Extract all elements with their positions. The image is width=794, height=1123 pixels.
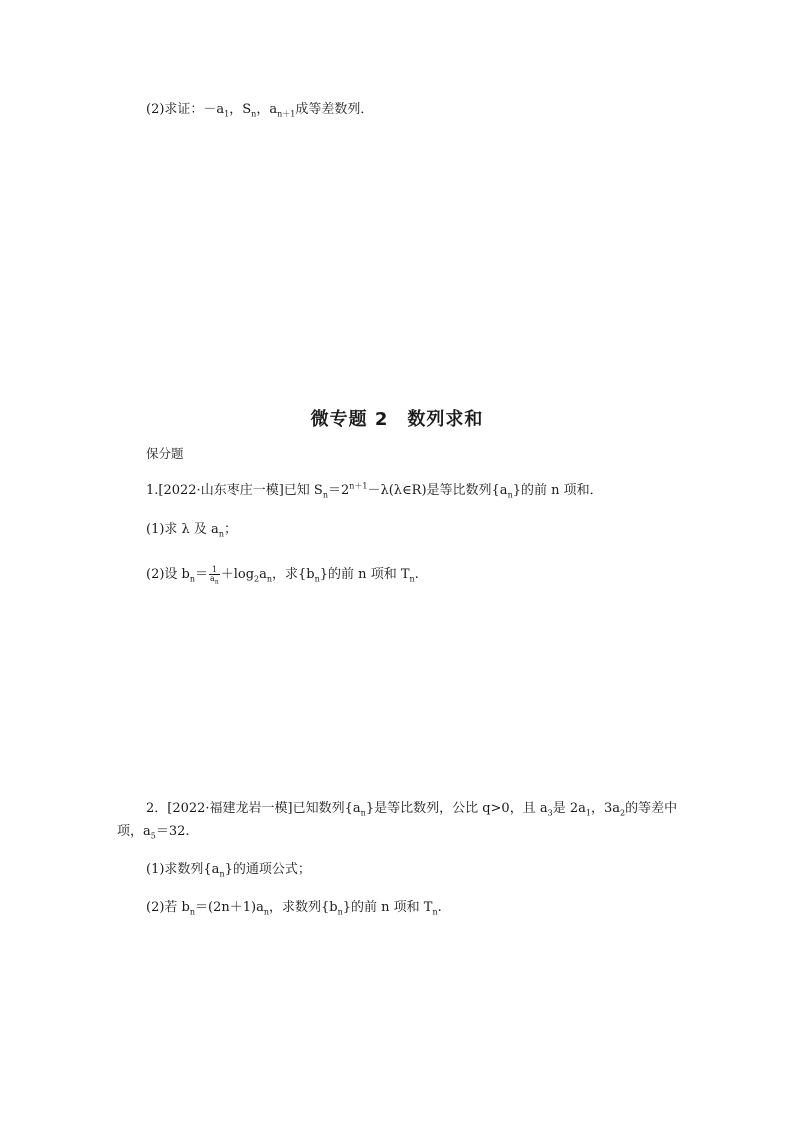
subscript: n bbox=[360, 808, 366, 818]
subscript: n bbox=[189, 574, 196, 584]
problem1-stem bbox=[146, 482, 603, 500]
fraction-numerator: 1 bbox=[209, 566, 220, 575]
text-segment: (1)求数列{a bbox=[146, 862, 220, 877]
subscript: 5 bbox=[150, 831, 156, 841]
text-segment: ＝2 bbox=[327, 483, 350, 498]
text-segment: . bbox=[437, 900, 442, 915]
subscript: n bbox=[218, 529, 224, 539]
subscript: n bbox=[189, 907, 196, 917]
text-segment: 项，a bbox=[117, 824, 151, 839]
text-segment: ＋log bbox=[220, 567, 255, 582]
subscript: n bbox=[314, 574, 320, 584]
text-segment: 的等差中 bbox=[625, 801, 678, 816]
text-segment: }的通项公式； bbox=[224, 862, 311, 877]
text-segment: 1.[2022·山东枣庄一模]已知 S bbox=[146, 483, 323, 498]
subscript: n bbox=[251, 109, 257, 119]
subscript: n＋1 bbox=[277, 109, 296, 119]
text-segment: }是等比数列，公比 q>0，且 a bbox=[365, 801, 548, 816]
subscript: 1 bbox=[585, 808, 591, 818]
subscript: 2 bbox=[254, 574, 260, 584]
subscript: n bbox=[409, 574, 415, 584]
text-segment: }的前 n 项和 T bbox=[342, 900, 433, 915]
page-title: 微专题 2 数列求和 bbox=[310, 409, 484, 430]
subscript: 3 bbox=[547, 808, 553, 818]
subscript: n bbox=[322, 490, 328, 500]
subscript: n bbox=[507, 490, 513, 500]
text-segment: ＝32. bbox=[155, 824, 190, 839]
text-segment: ，S bbox=[229, 102, 252, 117]
text-segment: ，a bbox=[256, 102, 278, 117]
prev-problem-part2 bbox=[146, 101, 373, 119]
problem1-part1 bbox=[146, 521, 237, 539]
subscript: n bbox=[266, 574, 273, 584]
superscript: n＋1 bbox=[349, 481, 368, 491]
fraction-denominator bbox=[209, 574, 220, 586]
fraction bbox=[209, 565, 220, 586]
problem2-stem-line1 bbox=[146, 800, 677, 818]
subscript: 2 bbox=[619, 808, 626, 818]
text-segment: (2)若 b bbox=[146, 900, 190, 915]
text-segment: . bbox=[414, 567, 419, 582]
text-segment: (1)求 λ 及 a bbox=[146, 522, 219, 537]
text-segment: a bbox=[210, 574, 215, 583]
text-segment: －λ(λ∈R)是等比数列{a bbox=[367, 483, 508, 498]
subscript: 1 bbox=[224, 109, 230, 119]
text-segment: (2)设 b bbox=[146, 567, 190, 582]
text-segment: ； bbox=[223, 522, 237, 537]
text-segment: 2．[2022·福建龙岩一模]已知数列{a bbox=[146, 801, 361, 816]
text-segment: }的前 n 项和 T bbox=[319, 567, 410, 582]
problem1-part2 bbox=[146, 566, 419, 584]
text-segment: (2)求证：－a bbox=[146, 102, 225, 117]
text-segment: ＝(2n＋1)a bbox=[195, 900, 264, 915]
subscript: n bbox=[337, 907, 343, 917]
problem2-part2 bbox=[146, 899, 442, 917]
subscript: n bbox=[219, 869, 225, 879]
text-segment: ，求数列{b bbox=[269, 900, 338, 915]
text-segment: 成等差数列． bbox=[295, 102, 374, 117]
text-segment: ，求{b bbox=[272, 567, 315, 582]
text-segment: }的前 n 项和． bbox=[512, 483, 603, 498]
section-label: 保分题 bbox=[146, 446, 184, 461]
text-segment: a bbox=[259, 567, 267, 582]
text-segment: ，3a bbox=[590, 801, 620, 816]
problem2-stem-line2 bbox=[117, 823, 190, 841]
subscript: n bbox=[263, 907, 269, 917]
subscript: n bbox=[432, 907, 438, 917]
problem2-part1 bbox=[146, 861, 311, 879]
text-segment: 是 2a bbox=[552, 801, 586, 816]
subscript: n bbox=[214, 578, 219, 586]
text-segment: ＝ bbox=[195, 567, 209, 582]
